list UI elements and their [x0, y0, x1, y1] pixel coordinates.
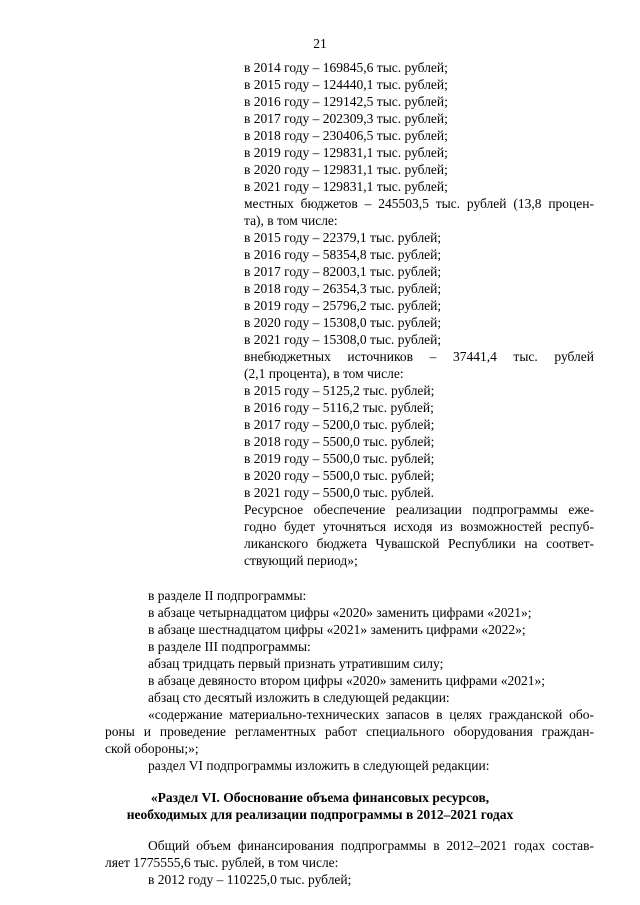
funding-line: в 2017 году – 202309,3 тыс. рублей; [244, 111, 448, 126]
amendment-line: роны и проведение регламентных работ специального оборудования граждан- [105, 724, 594, 739]
amendment-line: абзац сто десятый изложить в следующей редакции: [148, 690, 450, 705]
funding-line: в 2015 году – 5125,2 тыс. рублей; [244, 383, 435, 398]
funding-line: местных бюджетов – 245503,5 тыс. рублей (13,8 процен- [244, 196, 594, 211]
closing-line: ляет 1775555,6 тыс. рублей, в том числе: [105, 855, 339, 870]
funding-line: в 2016 году – 58354,8 тыс. рублей; [244, 247, 442, 262]
funding-line: ствующий период»; [244, 553, 358, 568]
funding-line: в 2016 году – 129142,5 тыс. рублей; [244, 94, 448, 109]
funding-line: в 2018 году – 26354,3 тыс. рублей; [244, 281, 442, 296]
amendment-line: в разделе II подпрограммы: [148, 588, 307, 603]
funding-line: в 2019 году – 129831,1 тыс. рублей; [244, 145, 448, 160]
page-number: 21 [313, 36, 327, 51]
funding-line: в 2015 году – 22379,1 тыс. рублей; [244, 230, 442, 245]
funding-line: в 2021 году – 5500,0 тыс. рублей. [244, 485, 435, 500]
funding-line: в 2017 году – 5200,0 тыс. рублей; [244, 417, 435, 432]
funding-line: в 2020 году – 5500,0 тыс. рублей; [244, 468, 435, 483]
amendment-line: в абзаце шестнадцатом цифры «2021» заменить цифрами «2022»; [148, 622, 526, 637]
section-heading: необходимых для реализации подпрограммы в 2012–2021 годах [126, 807, 514, 822]
funding-line: в 2014 году – 169845,6 тыс. рублей; [244, 60, 448, 75]
funding-line: в 2021 году – 15308,0 тыс. рублей; [244, 332, 442, 347]
funding-line: в 2021 году – 129831,1 тыс. рублей; [244, 179, 448, 194]
amendment-line: в абзаце четырнадцатом цифры «2020» заменить цифрами «2021»; [148, 605, 532, 620]
closing-line: в 2012 году – 110225,0 тыс. рублей; [148, 872, 352, 887]
amendment-line: в разделе III подпрограммы: [148, 639, 311, 654]
amendment-line: в абзаце девяносто втором цифры «2020» заменить цифрами «2021»; [148, 673, 545, 688]
funding-line: в 2016 году – 5116,2 тыс. рублей; [244, 400, 434, 415]
funding-line: в 2017 году – 82003,1 тыс. рублей; [244, 264, 442, 279]
amendment-line: ской обороны;»; [105, 741, 199, 756]
amendment-line: «содержание материально-технических запасов в целях гражданской обо- [148, 707, 594, 722]
funding-line: та), в том числе: [244, 213, 338, 228]
funding-line: ликанского бюджета Чувашской Республики на соответ- [244, 536, 594, 551]
section-heading: «Раздел VI. Обоснование объема финансовых ресурсов, [150, 790, 490, 805]
funding-line: в 2018 году – 5500,0 тыс. рублей; [244, 434, 435, 449]
funding-line: в 2015 году – 124440,1 тыс. рублей; [244, 77, 448, 92]
funding-line: в 2019 году – 5500,0 тыс. рублей; [244, 451, 435, 466]
funding-line: в 2019 году – 25796,2 тыс. рублей; [244, 298, 442, 313]
amendment-line: раздел VI подпрограммы изложить в следующей редакции: [148, 758, 490, 773]
closing-line: Общий объем финансирования подпрограммы в 2012–2021 годах состав- [148, 838, 594, 853]
funding-line: Ресурсное обеспечение реализации подпрограммы еже- [244, 502, 594, 517]
funding-line: (2,1 процента), в том числе: [244, 366, 404, 381]
funding-line: в 2020 году – 129831,1 тыс. рублей; [244, 162, 448, 177]
funding-line: в 2020 году – 15308,0 тыс. рублей; [244, 315, 442, 330]
funding-line: в 2018 году – 230406,5 тыс. рублей; [244, 128, 448, 143]
funding-line: внебюджетных источников – 37441,4 тыс. рублей [244, 349, 594, 364]
funding-line: годно будет уточняться исходя из возможностей респуб- [244, 519, 594, 534]
amendment-line: абзац тридцать первый признать утратившим силу; [148, 656, 444, 671]
